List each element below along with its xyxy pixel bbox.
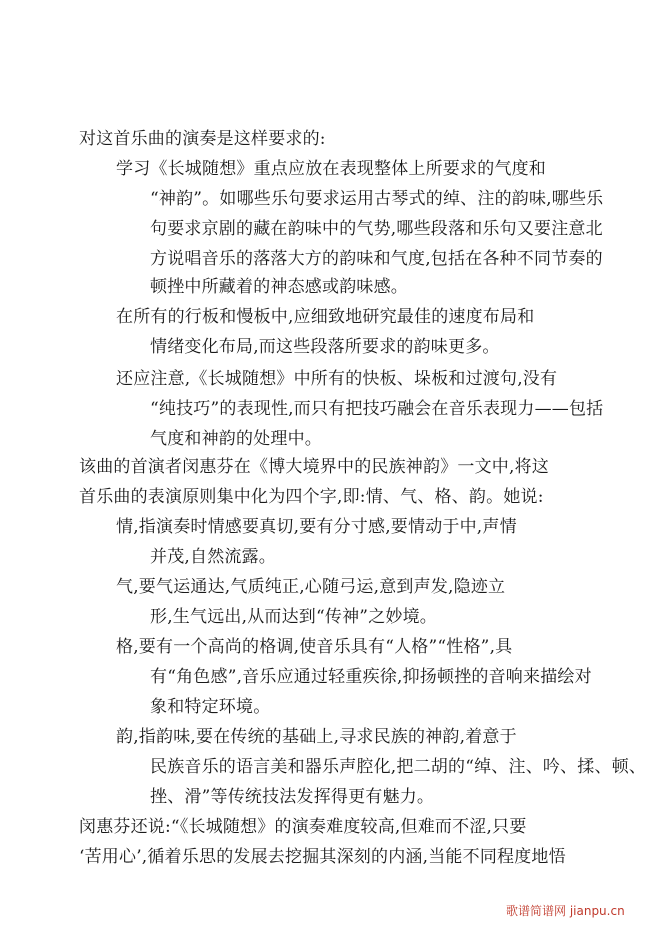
text-line: 还应注意,《长城随想》中所有的快板、垛板和过渡句,没有 xyxy=(116,369,558,389)
text-line: “纯技巧”的表现性,而只有把技巧融会在音乐表现力——包括 xyxy=(150,399,604,419)
text-line: 该曲的首演者闵惠芬在《博大境界中的民族神韵》一文中,将这 xyxy=(79,457,550,477)
text-line: 对这首乐曲的演奏是这样要求的: xyxy=(79,129,326,149)
text-line: 气,要气运通达,气质纯正,心随弓运,意到声发,隐迹立 xyxy=(116,577,506,597)
text-line: 韵,指韵味,要在传统的基础上,寻求民族的神韵,着意于 xyxy=(116,727,517,747)
text-line: 首乐曲的表演原则集中化为四个字,即:情、气、格、韵。她说: xyxy=(79,487,544,507)
text-line: 象和特定环境。 xyxy=(150,697,271,717)
text-line: 形,生气远出,从而达到“传神”之妙境。 xyxy=(150,607,437,627)
text-line: 民族音乐的语言美和器乐声腔化,把二胡的“绰、注、吟、揉、顿、 xyxy=(150,757,647,777)
text-line: 顿挫中所藏着的神态感或韵味感。 xyxy=(150,277,408,297)
text-line: ‘苦用心’,循着乐思的发展去挖掘其深刻的内涵,当能不同程度地悟 xyxy=(79,847,566,867)
text-line: 并茂,自然流露。 xyxy=(150,547,277,567)
text-line: 句要求京剧的藏在韵味中的气势,哪些段落和乐句又要注意北 xyxy=(150,219,603,239)
text-line: 学习《长城随想》重点应放在表现整体上所要求的气度和 xyxy=(116,159,546,179)
text-line: 格,要有一个高尚的格调,使音乐具有“人格”“性格”,具 xyxy=(116,637,513,657)
text-line: 气度和神韵的处理中。 xyxy=(150,429,322,449)
watermark: 歌谱简谱网 jianpu.cn xyxy=(506,904,625,918)
text-line: 情,指演奏时情感要真切,要有分寸感,要情动于中,声情 xyxy=(116,517,517,537)
text-line: 情绪变化布局,而这些段落所要求的韵味更多。 xyxy=(150,337,500,357)
text-line: 挫、滑”等传统技法发挥得更有魅力。 xyxy=(150,787,435,807)
text-line: 在所有的行板和慢板中,应细致地研究最佳的速度布局和 xyxy=(116,307,535,327)
text-line: 方说唱音乐的落落大方的韵味和气度,包括在各种不同节奏的 xyxy=(150,249,603,269)
text-line: 有“角色感”,音乐应通过轻重疾徐,抑扬顿挫的音响来描绘对 xyxy=(150,667,592,687)
text-line: “神韵”。如哪些乐句要求运用古琴式的绰、注的韵味,哪些乐 xyxy=(150,189,604,209)
text-line: 闵惠芬还说:“《长城随想》的演奏难度较高,但难而不涩,只要 xyxy=(79,817,527,837)
